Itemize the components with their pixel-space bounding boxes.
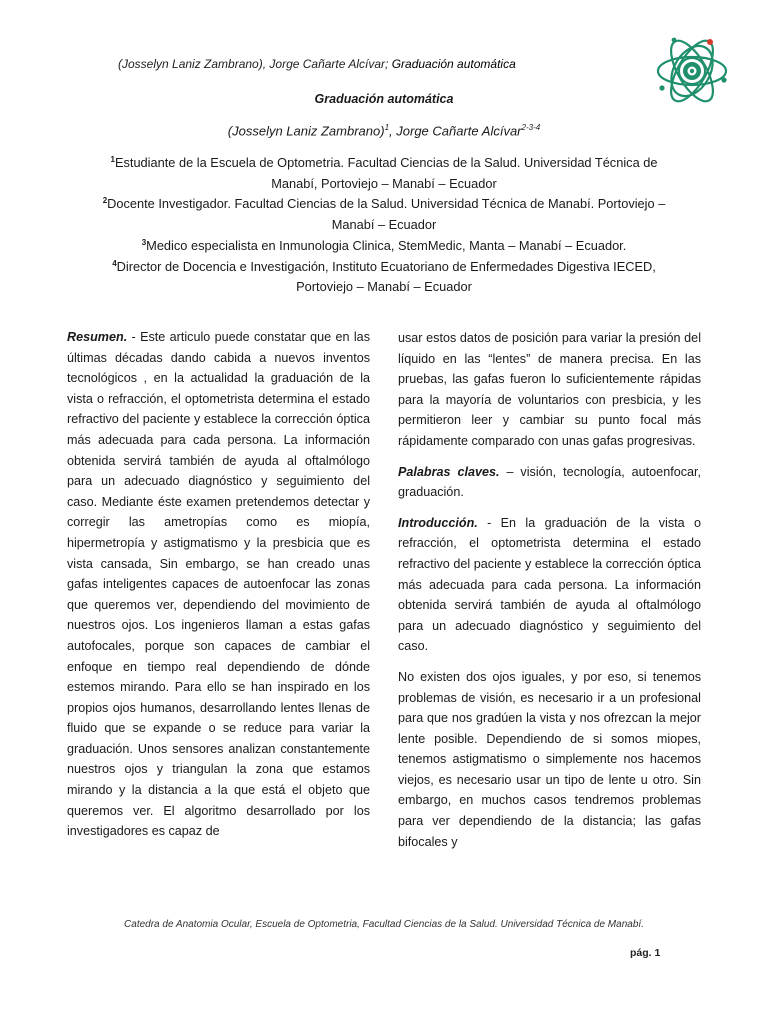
affiliation-number: 1 [110,155,115,164]
affiliation-number: 2 [102,196,108,206]
affiliation-text: Estudiante de la Escuela de Optometria. Facultad Ciencias de la Salud. Universidad Técnica de Manabí, Portoviejo – Manabí – Ecuador [114,155,658,191]
running-header-title: Graduación automática [391,57,516,71]
page-number: pág. 1 [630,947,661,959]
affiliation-text: Docente Investigador. Facultad Ciencias de la Salud. Universidad Técnica de Manabí. Portoviejo – Manabí – Ecuador [107,196,666,233]
affiliation-item [90,257,678,298]
right-column [398,328,701,862]
abstract-text: - Este articulo puede constatar que en las últimas décadas dando cabida a nuevos inventos tecnológicos , en la actualidad la graduación de la vista o refracción, el optometrista determina el estado refractivo del paciente y establece la corrección óptica más adecuada para cada persona. La información obtenida servirá también de ayuda al oftalmólogo para un adecuado diagnóstico y seguimiento del caso. Mediante éste examen pretendemos detectar y corregir las ametropías como es miopía, hipermetropía y astigmatismo y la presbicia que es vista cansada, Sin embargo, se han creado unas gafas inteligentes capaces de autoenfocar las zonas que queremos ver, dependiendo del movimiento de nuestros ojos. Los ingenieros llaman a estas gafas autofocales, porque son capaces de cambiar el enfoque en tiempo real dependiendo de dónde estemos mirando. Para ello se han inspirado en los propios ojos humanos, desarrollando lentes llenas de fluido que se expande o se reduce para variar la graduación. Unos sensores analizan constantemente nuestros ojos y triangulan la zona que estamos mirando y la distancia a la que está el objeto que queremos ver. El algoritmo desarrollado por los investigadores es capaz de [67,330,370,839]
affiliation-number: 4 [112,258,117,268]
author-line [0,123,768,138]
author-first-sup: 1 [384,123,390,132]
running-header [118,57,516,71]
affiliations [90,153,678,298]
author-separator: , [389,123,397,139]
abstract-paragraph [67,327,370,842]
paper-title: Graduación automática [314,92,454,106]
introduction-text: - En la graduación de la vista o refracción, el optometrista determina el estado refractivo del paciente y establece la corrección óptica más adecuada para cada persona. La información obtenida servirá también de ayuda al oftalmólogo para un adecuado diagnóstico y seguimiento del caso. [398,515,701,654]
body-paragraph: No existen dos ojos iguales, y por eso, si tenemos problemas de visión, es necesario ir a un profesional para que nos gradúen la vista y nos ofrezcan la mejor lente posible. Dependiendo de si somos miopes, tenemos astigmatismo o simplemente nos hacemos viejos, es necesario usar un tipo de lente u otro. Sin embargo, en muchos casos tendremos problemas para ver dependiendo de la distancia; las gafas bifocales y [398,669,701,849]
keywords-label: Palabras claves. [398,464,500,479]
affiliation-item [90,194,678,235]
affiliation-number: 3 [141,237,147,247]
affiliation-item [90,236,678,257]
keywords-paragraph [398,462,701,503]
author-second-sup: 2-3-4 [521,123,541,132]
running-header-authors: (Josselyn Laniz Zambrano), Jorge Cañarte Alcívar; [118,57,389,71]
left-column [67,327,370,852]
keywords-text: – visión, tecnología, autoenfocar, graduación. [398,464,701,500]
author-second: Jorge Cañarte Alcívar [396,123,522,139]
page-footer: Catedra de Anatomia Ocular, Escuela de Optometria, Facultad Ciencias de la Salud. Universidad Técnica de Manabí. [124,919,644,930]
abstract-continuation: usar estos datos de posición para variar la presión del líquido en las “lentes” de manera precisa. En las pruebas, las gafas fueron lo suficientemente rápidas para la mayoría de voluntarios con presbicia, y les permitieron leer y cambiar su punto focal más rápidamente comparado con unas gafas progresivas. [398,331,701,448]
affiliation-text: Medico especialista en Inmunologia Clinica, StemMedic, Manta – Manabí – Ecuador. [146,237,627,253]
affiliation-item [90,153,678,194]
abstract-label: Resumen. [67,330,128,344]
author-first: (Josselyn Laniz Zambrano) [227,123,385,139]
affiliation-text: Director de Docencia e Investigación, Instituto Ecuatoriano de Enfermedades Digestiva IECED, Portoviejo – Manabí – Ecuador [116,258,656,295]
introduction-label: Introducción. [398,515,478,530]
introduction-paragraph [398,513,701,657]
